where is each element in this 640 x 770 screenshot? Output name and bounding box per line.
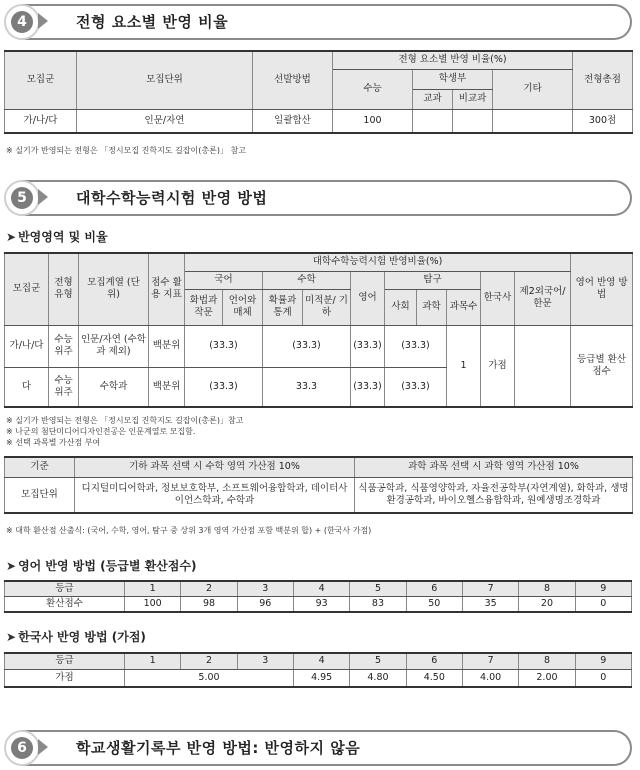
subheading-english — [6, 557, 196, 574]
score-cell: 2.00 — [519, 669, 575, 687]
cell-moji: 가/나/다 — [5, 109, 77, 133]
header-total: 전형총점 — [573, 51, 633, 109]
section-6-header — [4, 730, 632, 766]
cell-lang2 — [515, 325, 571, 407]
header-history: 한국사 — [481, 271, 515, 325]
section-title: 학교생활기록부 반영 방법: 반영하지 않음 — [76, 739, 361, 757]
header-inquiry: 탐구 — [385, 271, 481, 289]
score-cell: 35 — [462, 596, 518, 612]
grade-cell: 3 — [237, 581, 293, 596]
header-basis: 기준 — [5, 457, 75, 477]
cell-math-units: 디지털미디어학과, 정보보호학부, 소프트웨어융합학과, 데이터사이언스학과, 수학과 — [75, 477, 355, 513]
header-etc: 기타 — [493, 69, 573, 109]
score-cell: 100 — [125, 596, 181, 612]
cell-korean: (33.3) — [185, 325, 263, 367]
header-ratio: 전형 요소별 반영 비율(%) — [333, 51, 573, 69]
score-cell: 0 — [575, 596, 631, 612]
note-line: ※ 선택 과목별 가산점 부여 — [6, 437, 101, 447]
cell-math: (33.3) — [263, 325, 351, 367]
diamond-arrow-icon: ➤ — [6, 230, 17, 244]
header-math-calculus: 미적분/ 기하 — [303, 289, 351, 325]
section5-notes — [6, 416, 243, 448]
arrow-icon — [38, 739, 48, 755]
section4-note: ※ 실기가 반영되는 전형은 「정시모집 진학지도 길잡이(총론)」 참고 — [6, 146, 246, 155]
section-number-badge — [4, 4, 40, 40]
cell-subject — [413, 109, 453, 133]
cell-nonsubject — [453, 109, 493, 133]
header-eng-method: 영어 반영 방법 — [571, 253, 633, 325]
grade-cell: 5 — [350, 653, 406, 669]
grade-cell: 1 — [125, 653, 181, 669]
cell-eng-method: 등급별 환산점수 — [571, 325, 633, 407]
header-index: 점수 활용 지표 — [149, 253, 185, 325]
score-cell: 4.50 — [406, 669, 462, 687]
score-cell: 20 — [519, 596, 575, 612]
english-table — [4, 580, 632, 613]
grade-cell: 6 — [406, 653, 462, 669]
score-cell: 98 — [181, 596, 237, 612]
score-cell: 50 — [406, 596, 462, 612]
score-cell: 4.95 — [293, 669, 349, 687]
cell-english: (33.3) — [351, 325, 385, 367]
cell-series: 수학과 — [79, 367, 149, 407]
cell-math: 33.3 — [263, 367, 351, 407]
header-inquiry-social: 사회 — [385, 289, 417, 325]
diamond-arrow-icon: ➤ — [6, 630, 17, 644]
header-inquiry-count: 과목수 — [447, 289, 481, 325]
cell-inquiry: (33.3) — [385, 367, 447, 407]
bonus-table — [4, 456, 633, 514]
cell-total: 300점 — [573, 109, 633, 133]
score-cell: 4.00 — [462, 669, 518, 687]
cell-unit: 인문/자연 — [77, 109, 253, 133]
header-grade: 등급 — [5, 653, 125, 669]
cell-moji: 다 — [5, 367, 49, 407]
header-nonsubject: 비교과 — [453, 89, 493, 109]
header-english: 영어 — [351, 271, 385, 325]
cell-series: 인문/자연 (수학과 제외) — [79, 325, 149, 367]
note-line: ※ 실기가 반영되는 전형은 「정시모집 진학지도 길잡이(총론)」참고 — [6, 416, 244, 425]
header-type: 전형 유형 — [49, 253, 79, 325]
subheading-text: 영어 반영 방법 (등급별 환산점수) — [18, 559, 197, 573]
grade-cell: 1 — [125, 581, 181, 596]
header-subject: 교과 — [413, 89, 453, 109]
grade-cell: 3 — [237, 653, 293, 669]
cell-method: 일괄합산 — [253, 109, 333, 133]
header-moji: 모집군 — [5, 253, 49, 325]
header-math: 수학 — [263, 271, 351, 289]
section-number: 6 — [11, 737, 33, 759]
header-korean-language: 언어와 매체 — [223, 289, 263, 325]
cell-row-label: 모집단위 — [5, 477, 75, 513]
score-cell: 0 — [575, 669, 631, 687]
grade-cell: 5 — [350, 581, 406, 596]
note-line: ※ 나군의 첨단미디어디자인전공은 인문계열로 모집함. — [6, 426, 196, 436]
grade-cell: 8 — [519, 581, 575, 596]
header-ratio: 대학수학능력시험 반영비율(%) — [185, 253, 571, 271]
cell-subject-count: 1 — [447, 325, 481, 407]
header-moji: 모집군 — [5, 51, 77, 109]
header-series: 모집계열 (단위) — [79, 253, 149, 325]
header-lang2: 제2외국어/ 한문 — [515, 271, 571, 325]
header-suneung: 수능 — [333, 69, 413, 109]
cell-index: 백분위 — [149, 325, 185, 367]
header-korean-speech: 화법과 작문 — [185, 289, 223, 325]
suneung-table — [4, 252, 633, 408]
arrow-icon — [38, 13, 48, 29]
section-title: 전형 요소별 반영 비율 — [76, 13, 229, 31]
header-school: 학생부 — [413, 69, 493, 89]
formula-note: ※ 대학 환산점 산출식: (국어, 수학, 영어, 탐구 중 상위 3개 영역 가산점 포함 백분위 합) + (한국사 가점) — [6, 526, 372, 535]
section-number-badge — [4, 180, 40, 216]
cell-suneung: 100 — [333, 109, 413, 133]
cell-history: 가점 — [481, 325, 515, 407]
score-cell: 4.80 — [350, 669, 406, 687]
section-number-badge — [4, 730, 40, 766]
history-table — [4, 652, 632, 688]
grade-cell: 2 — [181, 653, 237, 669]
grade-cell: 8 — [519, 653, 575, 669]
grade-cell: 6 — [406, 581, 462, 596]
section-5-header — [4, 180, 632, 216]
cell-type: 수능 위주 — [49, 367, 79, 407]
header-math-stats: 확률과 통계 — [263, 289, 303, 325]
section-4-header — [4, 4, 632, 40]
section-number: 5 — [11, 187, 33, 209]
cell-type: 수능 위주 — [49, 325, 79, 367]
header-unit: 모집단위 — [77, 51, 253, 109]
grade-cell: 9 — [575, 581, 631, 596]
score-cell: 93 — [293, 596, 349, 612]
header-math-bonus: 기하 과목 선택 시 수학 영역 가산점 10% — [75, 457, 355, 477]
arrow-icon — [38, 189, 48, 205]
header-korean: 국어 — [185, 271, 263, 289]
cell-inquiry: (33.3) — [385, 325, 447, 367]
cell-moji: 가/나/다 — [5, 325, 49, 367]
cell-index: 백분위 — [149, 367, 185, 407]
grade-cell: 4 — [293, 653, 349, 669]
grade-cell: 2 — [181, 581, 237, 596]
score-cell: 83 — [350, 596, 406, 612]
header-method: 선발방법 — [253, 51, 333, 109]
subheading-history — [6, 628, 146, 645]
header-score: 환산점수 — [5, 596, 125, 612]
cell-etc — [493, 109, 573, 133]
header-inquiry-science: 과학 — [417, 289, 447, 325]
subheading-ratio — [6, 228, 108, 245]
section-title: 대학수학능력시험 반영 방법 — [76, 189, 268, 207]
grade-cell: 4 — [293, 581, 349, 596]
score-cell-merged: 5.00 — [125, 669, 294, 687]
cell-korean: (33.3) — [185, 367, 263, 407]
cell-science-units: 식품공학과, 식품영양학과, 자율전공학부(자연계열), 화학과, 생명환경공학과, 바이오헬스융합학과, 원예생명조경학과 — [355, 477, 633, 513]
subheading-text: 한국사 반영 방법 (가점) — [18, 630, 146, 644]
header-science-bonus: 과학 과목 선택 시 과학 영역 가산점 10% — [355, 457, 633, 477]
grade-cell: 9 — [575, 653, 631, 669]
section-number: 4 — [11, 11, 33, 33]
grade-cell: 7 — [462, 581, 518, 596]
score-cell: 96 — [237, 596, 293, 612]
ratio-table — [4, 50, 633, 134]
grade-cell: 7 — [462, 653, 518, 669]
cell-english: (33.3) — [351, 367, 385, 407]
header-score: 가점 — [5, 669, 125, 687]
header-grade: 등급 — [5, 581, 125, 596]
diamond-arrow-icon: ➤ — [6, 559, 17, 573]
subheading-text: 반영영역 및 비율 — [18, 230, 108, 244]
